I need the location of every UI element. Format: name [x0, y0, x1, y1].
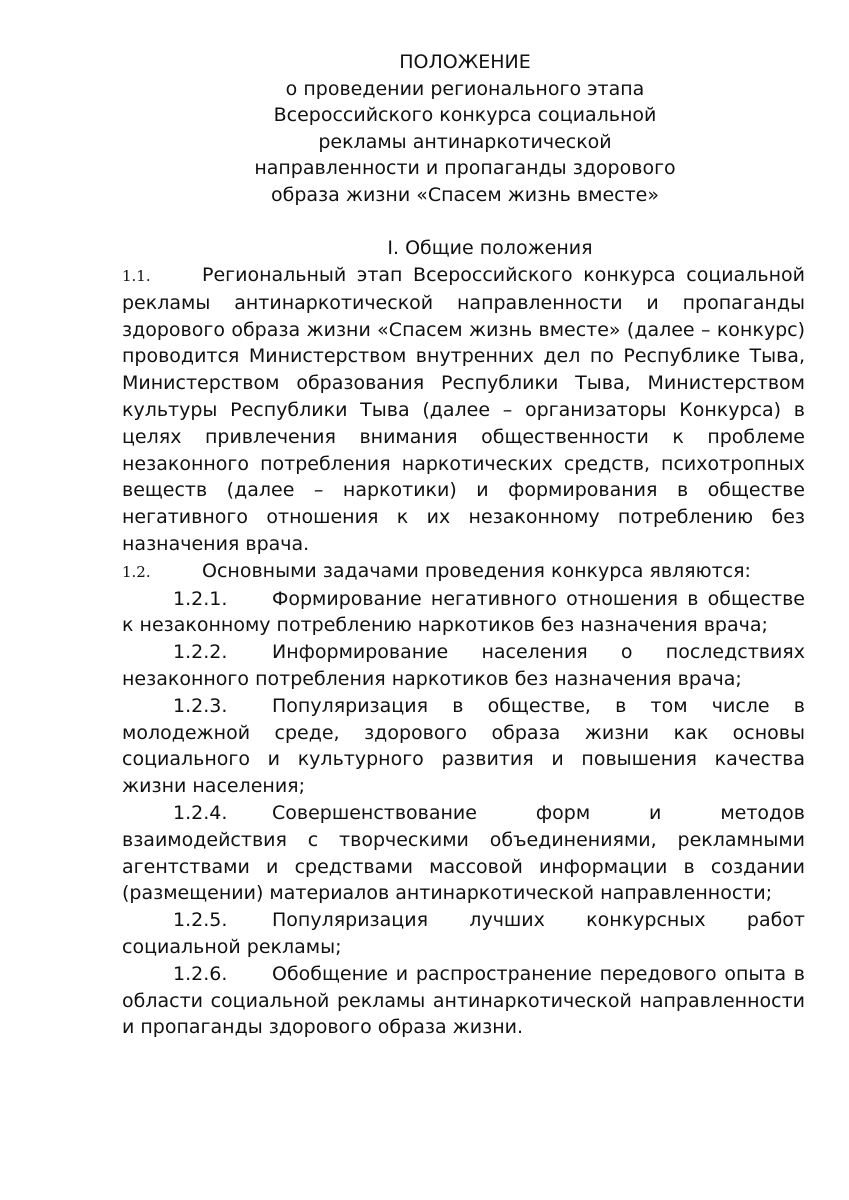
paragraph-number: 1.1. [122, 267, 151, 285]
document-title [0, 49, 849, 208]
subitem-text: Информирование населения о последствиях незаконного потребления наркотиков без назначения врача; [122, 641, 805, 690]
subitem-text: Совершенствование форм и методов взаимодействия с творческими объединениями, рекламными агентствами и средствами массовой информации в создании (размещении) материалов антинаркотической направленности; [122, 801, 805, 905]
subitem-1-2-6 [122, 961, 805, 1041]
subitem-text: Обобщение и распространение передового опыта в области социальной рекламы антинаркотической направленности и пропаганды здорового образа жизни. [122, 962, 805, 1039]
title-line: Всероссийского конкурса социальной [273, 104, 657, 126]
title-line: рекламы антинаркотической [318, 130, 612, 153]
subitem-text: Популяризация лучших конкурсных работ социальной рекламы; [122, 909, 805, 958]
subitem-number: 1.2.5. [173, 909, 228, 932]
title-line: образа жизни «Спасем жизнь вместе» [271, 183, 659, 206]
subitem-1-2-4 [122, 800, 805, 907]
subitem-1-2-5 [122, 907, 805, 961]
document-body [122, 262, 805, 1041]
paragraph-1-2 [122, 558, 805, 586]
paragraph-1-1 [122, 262, 805, 558]
subitem-1-2-1 [122, 586, 805, 640]
section-heading: I. Общие положения [387, 237, 593, 259]
title-line: направленности и пропаганды здорового [254, 157, 676, 179]
title-line: о проведении регионального этапа [285, 77, 645, 100]
subitem-number: 1.2.6. [173, 962, 228, 985]
paragraph-text: Основными задачами проведения конкурса являются: [202, 559, 751, 582]
paragraph-text: Региональный этап Всероссийского конкурса социальной рекламы антинаркотической направленности и пропаганды здорового образа жизни «Спасем жизнь вместе» (далее – конкурс) проводится Министерством внутренних дел по Республике Тыва, Министерством образования Республики Тыва, Министерством культуры Республики Тыва (далее – организаторы Конкурса) в целях привлечения внимания общественности к проблеме незаконного потребления наркотических средств, психотропных веществ (далее – наркотики) и формирования в обществе негативного отношения к их незаконному потреблению без назначения врача. [122, 264, 805, 555]
subitem-number: 1.2.1. [173, 587, 228, 610]
subitem-number: 1.2.2. [173, 641, 228, 664]
paragraph-number: 1.2. [122, 562, 151, 581]
subitem-text: Формирование негативного отношения в обществе к незаконному потреблению наркотиков без назначения врача; [122, 587, 805, 637]
subitem-1-2-2 [122, 639, 805, 693]
subitem-number: 1.2.3. [173, 694, 228, 717]
subitem-text: Популяризация в обществе, в том числе в молодежной среде, здорового образа жизни как основы социального и культурного развития и повышения качества жизни населения; [122, 694, 805, 798]
title-line: ПОЛОЖЕНИЕ [399, 51, 531, 73]
subitem-number: 1.2.4. [173, 801, 228, 824]
subitem-1-2-3 [122, 693, 805, 800]
